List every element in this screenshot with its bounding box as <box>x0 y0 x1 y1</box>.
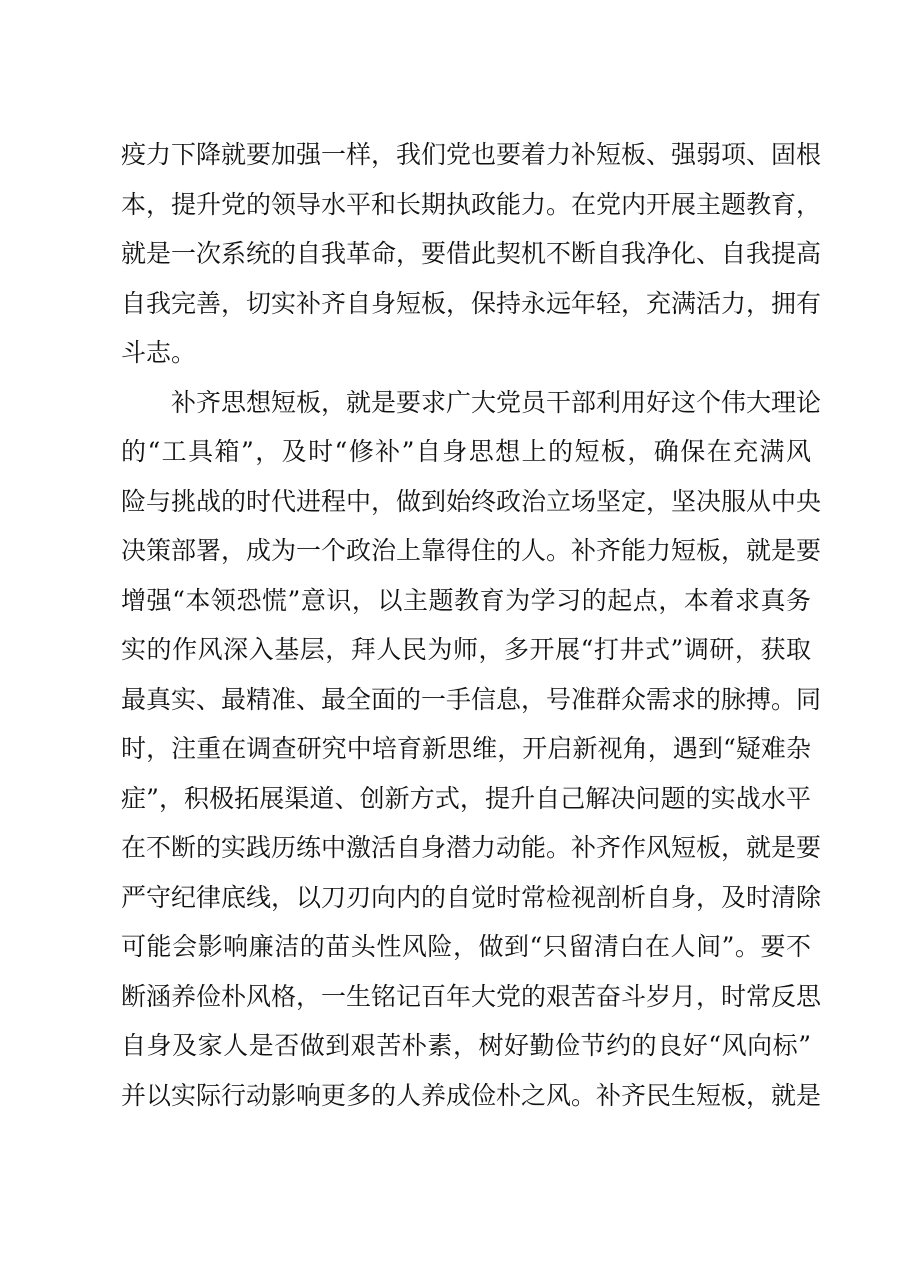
text-line: 实的作风深入基层，拜人民为师，多开展“打井式”调研，获取 <box>121 635 811 664</box>
text-line: 险与挑战的时代进程中，做到始终政治立场坚定，坚决服从中央 <box>121 486 822 516</box>
text-line: 症”，积极拓展渠道、创新方式，提升自己解决问题的实战水平 <box>121 783 811 813</box>
text-line: 增强“本领恐慌”意识，以主题教育为学习的起点，本着求真务 <box>121 585 811 615</box>
text-line: 斗志。 <box>121 338 197 367</box>
text-line: 自身及家人是否做到艰苦朴素，树好勤俭节约的良好“风向标” <box>121 1031 811 1060</box>
text-line: 并以实际行动影响更多的人养成俭朴之风。补齐民生短板，就是 <box>121 1080 822 1110</box>
text-line: 的“工具箱”，及时“修补”自身思想上的短板，确保在充满风 <box>121 437 811 466</box>
body-text <box>121 130 822 1120</box>
text-line: 决策部署，成为一个政治上靠得住的人。补齐能力短板，就是要 <box>121 536 822 565</box>
text-line: 严守纪律底线，以刀刃向内的自觉时常检视剖析自身，及时清除 <box>121 882 822 912</box>
text-line: 疫力下降就要加强一样，我们党也要着力补短板、强弱项、固根 <box>121 140 822 169</box>
text-line: 本，提升党的领导水平和长期执政能力。在党内开展主题教育， <box>121 189 822 219</box>
text-line: 可能会影响廉洁的苗头性风险，做到“只留清白在人间”。要不 <box>121 932 811 961</box>
text-line: 自我完善，切实补齐自身短板，保持永远年轻，充满活力，拥有 <box>121 288 822 318</box>
text-line: 在不断的实践历练中激活自身潜力动能。补齐作风短板，就是要 <box>121 833 822 862</box>
text-line: 最真实、最精准、最全面的一手信息，号准群众需求的脉搏。同 <box>121 684 822 714</box>
text-line: 就是一次系统的自我革命，要借此契机不断自我净化、自我提高 <box>121 239 822 268</box>
text-line: 补齐思想短板，就是要求广大党员干部利用好这个伟大理论 <box>171 387 822 417</box>
text-line: 时，注重在调查研究中培育新思维，开启新视角，遇到“疑难杂 <box>121 734 811 763</box>
text-line: 断涵养俭朴风格，一生铭记百年大党的艰苦奋斗岁月，时常反思 <box>121 981 822 1011</box>
